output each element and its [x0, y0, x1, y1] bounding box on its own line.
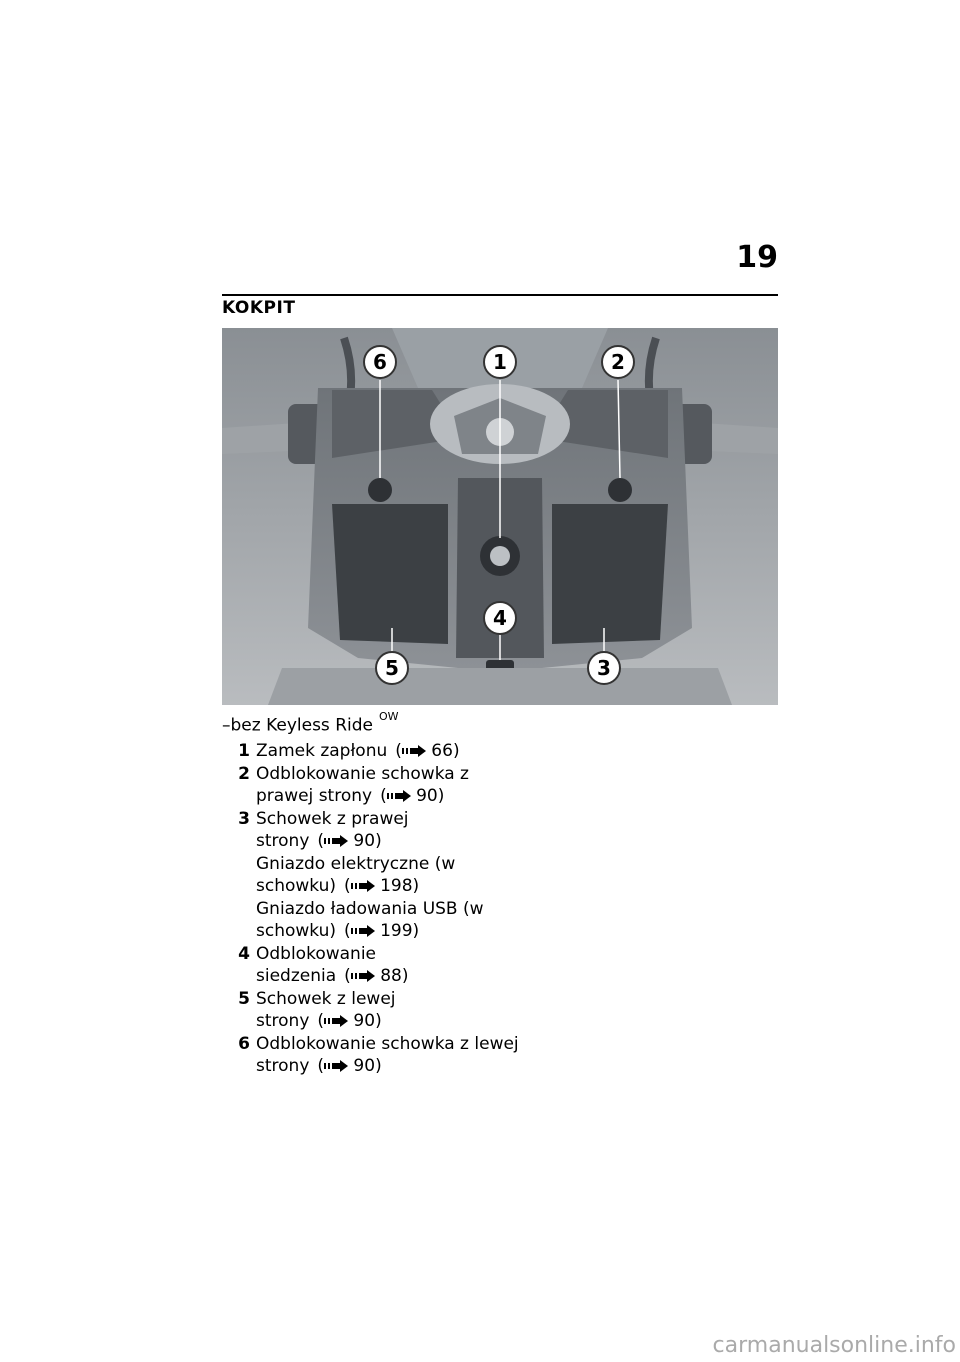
svg-text:5: 5: [385, 656, 399, 680]
legend-item-number: 6: [238, 1033, 250, 1054]
page-reference-arrow-icon: [324, 835, 348, 847]
page-reference-number: 198: [380, 876, 413, 896]
page-reference-link[interactable]: ( 90): [380, 786, 445, 806]
legend-item-text: Gniazdo elektryczne (w schowku): [256, 853, 456, 896]
variant-label: [222, 710, 399, 736]
legend-item-number: 2: [238, 763, 250, 784]
footer-watermark: carmanualsonline.info: [712, 1333, 956, 1358]
legend-item-line: [256, 943, 522, 988]
legend-item: [222, 740, 522, 763]
page-reference-arrow-icon: [351, 970, 375, 982]
page-reference-number: 66: [431, 741, 453, 761]
page-reference-arrow-icon: [351, 925, 375, 937]
page-reference-link[interactable]: ( 88): [344, 966, 409, 986]
header-rule: [222, 294, 778, 296]
legend-item: [222, 943, 522, 988]
legend-item-number: 5: [238, 988, 250, 1009]
legend-item-line: [256, 1033, 522, 1078]
page-reference-arrow-icon: [402, 745, 426, 757]
legend-item-text: Odblokowanie siedzenia: [256, 943, 377, 986]
page-reference-arrow-icon: [387, 790, 411, 802]
legend-item: [222, 988, 522, 1033]
callout-6: [364, 346, 396, 378]
callout-4: [484, 602, 516, 634]
page-reference-link[interactable]: ( 90): [317, 831, 382, 851]
page-reference-number: 199: [380, 921, 413, 941]
variant-text: –bez Keyless Ride: [222, 715, 373, 736]
callout-2: [602, 346, 634, 378]
svg-text:2: 2: [611, 350, 625, 374]
legend-item: [222, 808, 522, 943]
cockpit-figure: [222, 328, 778, 705]
page-number: 19: [736, 240, 778, 275]
legend-item-text: Odblokowanie schowka z prawej strony: [256, 763, 469, 806]
page-reference-number: 90: [353, 1011, 376, 1031]
legend-item-text: Odblokowanie schowka z lewej strony: [256, 1033, 519, 1076]
legend-item-line: [256, 898, 522, 943]
page-reference-number: 90: [416, 786, 438, 806]
svg-text:1: 1: [493, 350, 507, 374]
legend-item-text: Gniazdo ładowania USB (w schowku): [256, 898, 484, 941]
legend-item-text: Schowek z prawej strony: [256, 808, 409, 851]
legend-item: [222, 763, 522, 808]
page-reference-number: 90: [353, 831, 376, 851]
callout-5: [376, 652, 408, 684]
page-reference-link[interactable]: ( 66): [395, 741, 460, 761]
legend-item-line: [256, 853, 522, 898]
callout-3: [588, 652, 620, 684]
page-reference-link[interactable]: ( 199): [344, 921, 420, 941]
legend-item-line: [256, 988, 522, 1033]
legend-list: [222, 740, 522, 1078]
legend-item-text: Zamek zapłonu: [256, 741, 388, 761]
variant-code: OW: [378, 710, 399, 723]
legend-item: [222, 1033, 522, 1078]
page-reference-number: 90: [353, 1056, 376, 1076]
legend-item-number: 3: [238, 808, 250, 829]
legend-item-text: Schowek z lewej strony: [256, 988, 396, 1031]
legend-item-line: [256, 808, 522, 853]
legend-item-line: [256, 740, 522, 763]
page-reference-arrow-icon: [324, 1060, 348, 1072]
page-reference-arrow-icon: [351, 880, 375, 892]
callout-1: [484, 346, 516, 378]
page-reference-link[interactable]: ( 198): [344, 876, 420, 896]
page-reference-link[interactable]: ( 90): [317, 1011, 382, 1031]
section-title: KOKPIT: [222, 298, 296, 318]
page-reference-arrow-icon: [324, 1015, 348, 1027]
page-reference-link[interactable]: ( 90): [317, 1056, 382, 1076]
legend-item-number: 4: [238, 943, 250, 964]
legend-item-number: 1: [238, 741, 250, 761]
legend-item-line: [256, 763, 522, 808]
page-reference-number: 88: [380, 966, 402, 986]
svg-text:4: 4: [493, 606, 507, 630]
svg-text:3: 3: [597, 656, 611, 680]
svg-text:6: 6: [373, 350, 387, 374]
